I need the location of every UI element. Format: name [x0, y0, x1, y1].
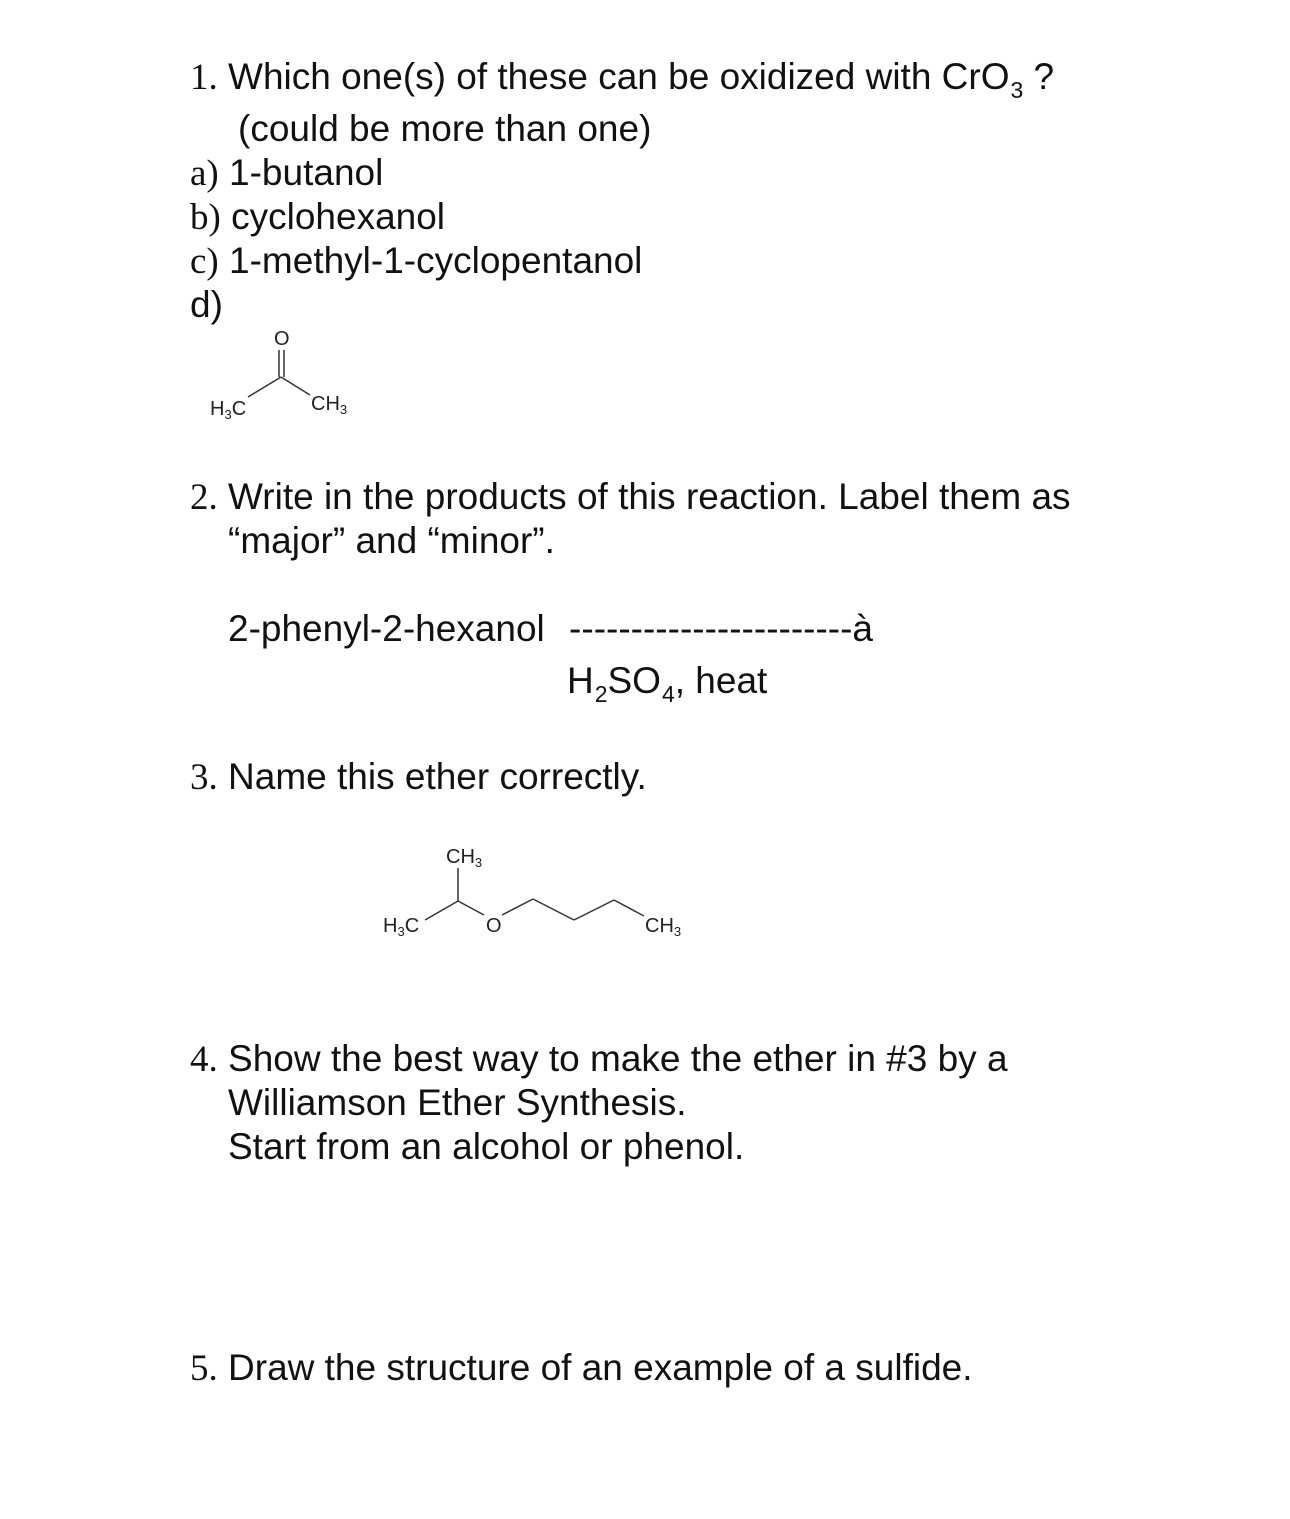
question-text: Draw the structure of an example of a sulfide. — [228, 1347, 973, 1388]
oxygen-label: O — [274, 328, 290, 350]
formula-subscript: 3 — [1010, 76, 1024, 103]
question-number: 5. — [190, 1348, 218, 1389]
oxygen-label: O — [486, 915, 502, 937]
option-c — [190, 239, 642, 284]
option-text: cyclohexanol — [231, 196, 446, 237]
question-number: 4. — [190, 1039, 218, 1080]
bond — [281, 377, 310, 395]
reaction-conditions — [567, 659, 767, 707]
condition-tail: , heat — [674, 660, 768, 701]
bond — [248, 377, 281, 397]
question-1 — [190, 55, 1054, 103]
option-a — [190, 151, 383, 196]
condition-subscript: 2 — [594, 680, 608, 707]
question-4-line2: Williamson Ether Synthesis. — [228, 1082, 687, 1123]
reaction-line — [228, 607, 873, 651]
question-1-note: (could be more than one) — [238, 108, 652, 149]
bond — [533, 899, 574, 920]
option-d — [190, 283, 223, 327]
question-4-line3: Start from an alcohol or phenol. — [228, 1126, 745, 1167]
bond — [458, 901, 484, 915]
question-number: 2. — [190, 477, 218, 518]
question-3 — [190, 755, 647, 800]
condition-h: H — [567, 660, 594, 701]
acetone-structure — [200, 325, 370, 430]
methyl-label-left: $H_3C$ — [210, 398, 247, 422]
question-number: 1. — [190, 57, 218, 98]
reactant: 2-phenyl-2-hexanol — [228, 608, 545, 649]
question-number: 3. — [190, 757, 218, 798]
option-b — [190, 195, 445, 240]
methyl-label-right: $CH_3$ — [311, 393, 348, 417]
option-letter: d) — [190, 284, 223, 325]
condition-subscript: 4 — [661, 680, 675, 707]
bond — [574, 900, 614, 920]
methyl-label-top: $CH_3$ — [446, 846, 483, 870]
methyl-label-left: $H_3C$ — [383, 915, 420, 939]
question-4 — [190, 1037, 1008, 1082]
bond — [614, 900, 644, 916]
question-text: Show the best way to make the ether in #3 by a — [228, 1038, 1008, 1079]
question-text: Write in the products of this reaction. Label them as — [228, 476, 1071, 517]
condition-so: SO — [607, 660, 661, 701]
option-letter: b) — [190, 197, 221, 238]
option-letter: c) — [190, 241, 219, 282]
bond — [502, 899, 533, 915]
option-letter: a) — [190, 153, 219, 194]
question-2 — [190, 475, 1071, 520]
option-text: 1-butanol — [229, 152, 384, 193]
reaction-arrow: -----------------------à — [569, 608, 874, 649]
option-text: 1-methyl-1-cyclopentanol — [229, 240, 643, 281]
question-tail: ? — [1023, 56, 1055, 97]
bond — [425, 901, 458, 920]
methyl-label-right: $CH_3$ — [645, 915, 682, 939]
question-2-line2: “major” and “minor”. — [228, 520, 555, 561]
ether-structure — [378, 838, 708, 948]
question-5 — [190, 1346, 973, 1391]
question-text: Name this ether correctly. — [228, 756, 647, 797]
question-text: Which one(s) of these can be oxidized with CrO — [228, 56, 1010, 97]
